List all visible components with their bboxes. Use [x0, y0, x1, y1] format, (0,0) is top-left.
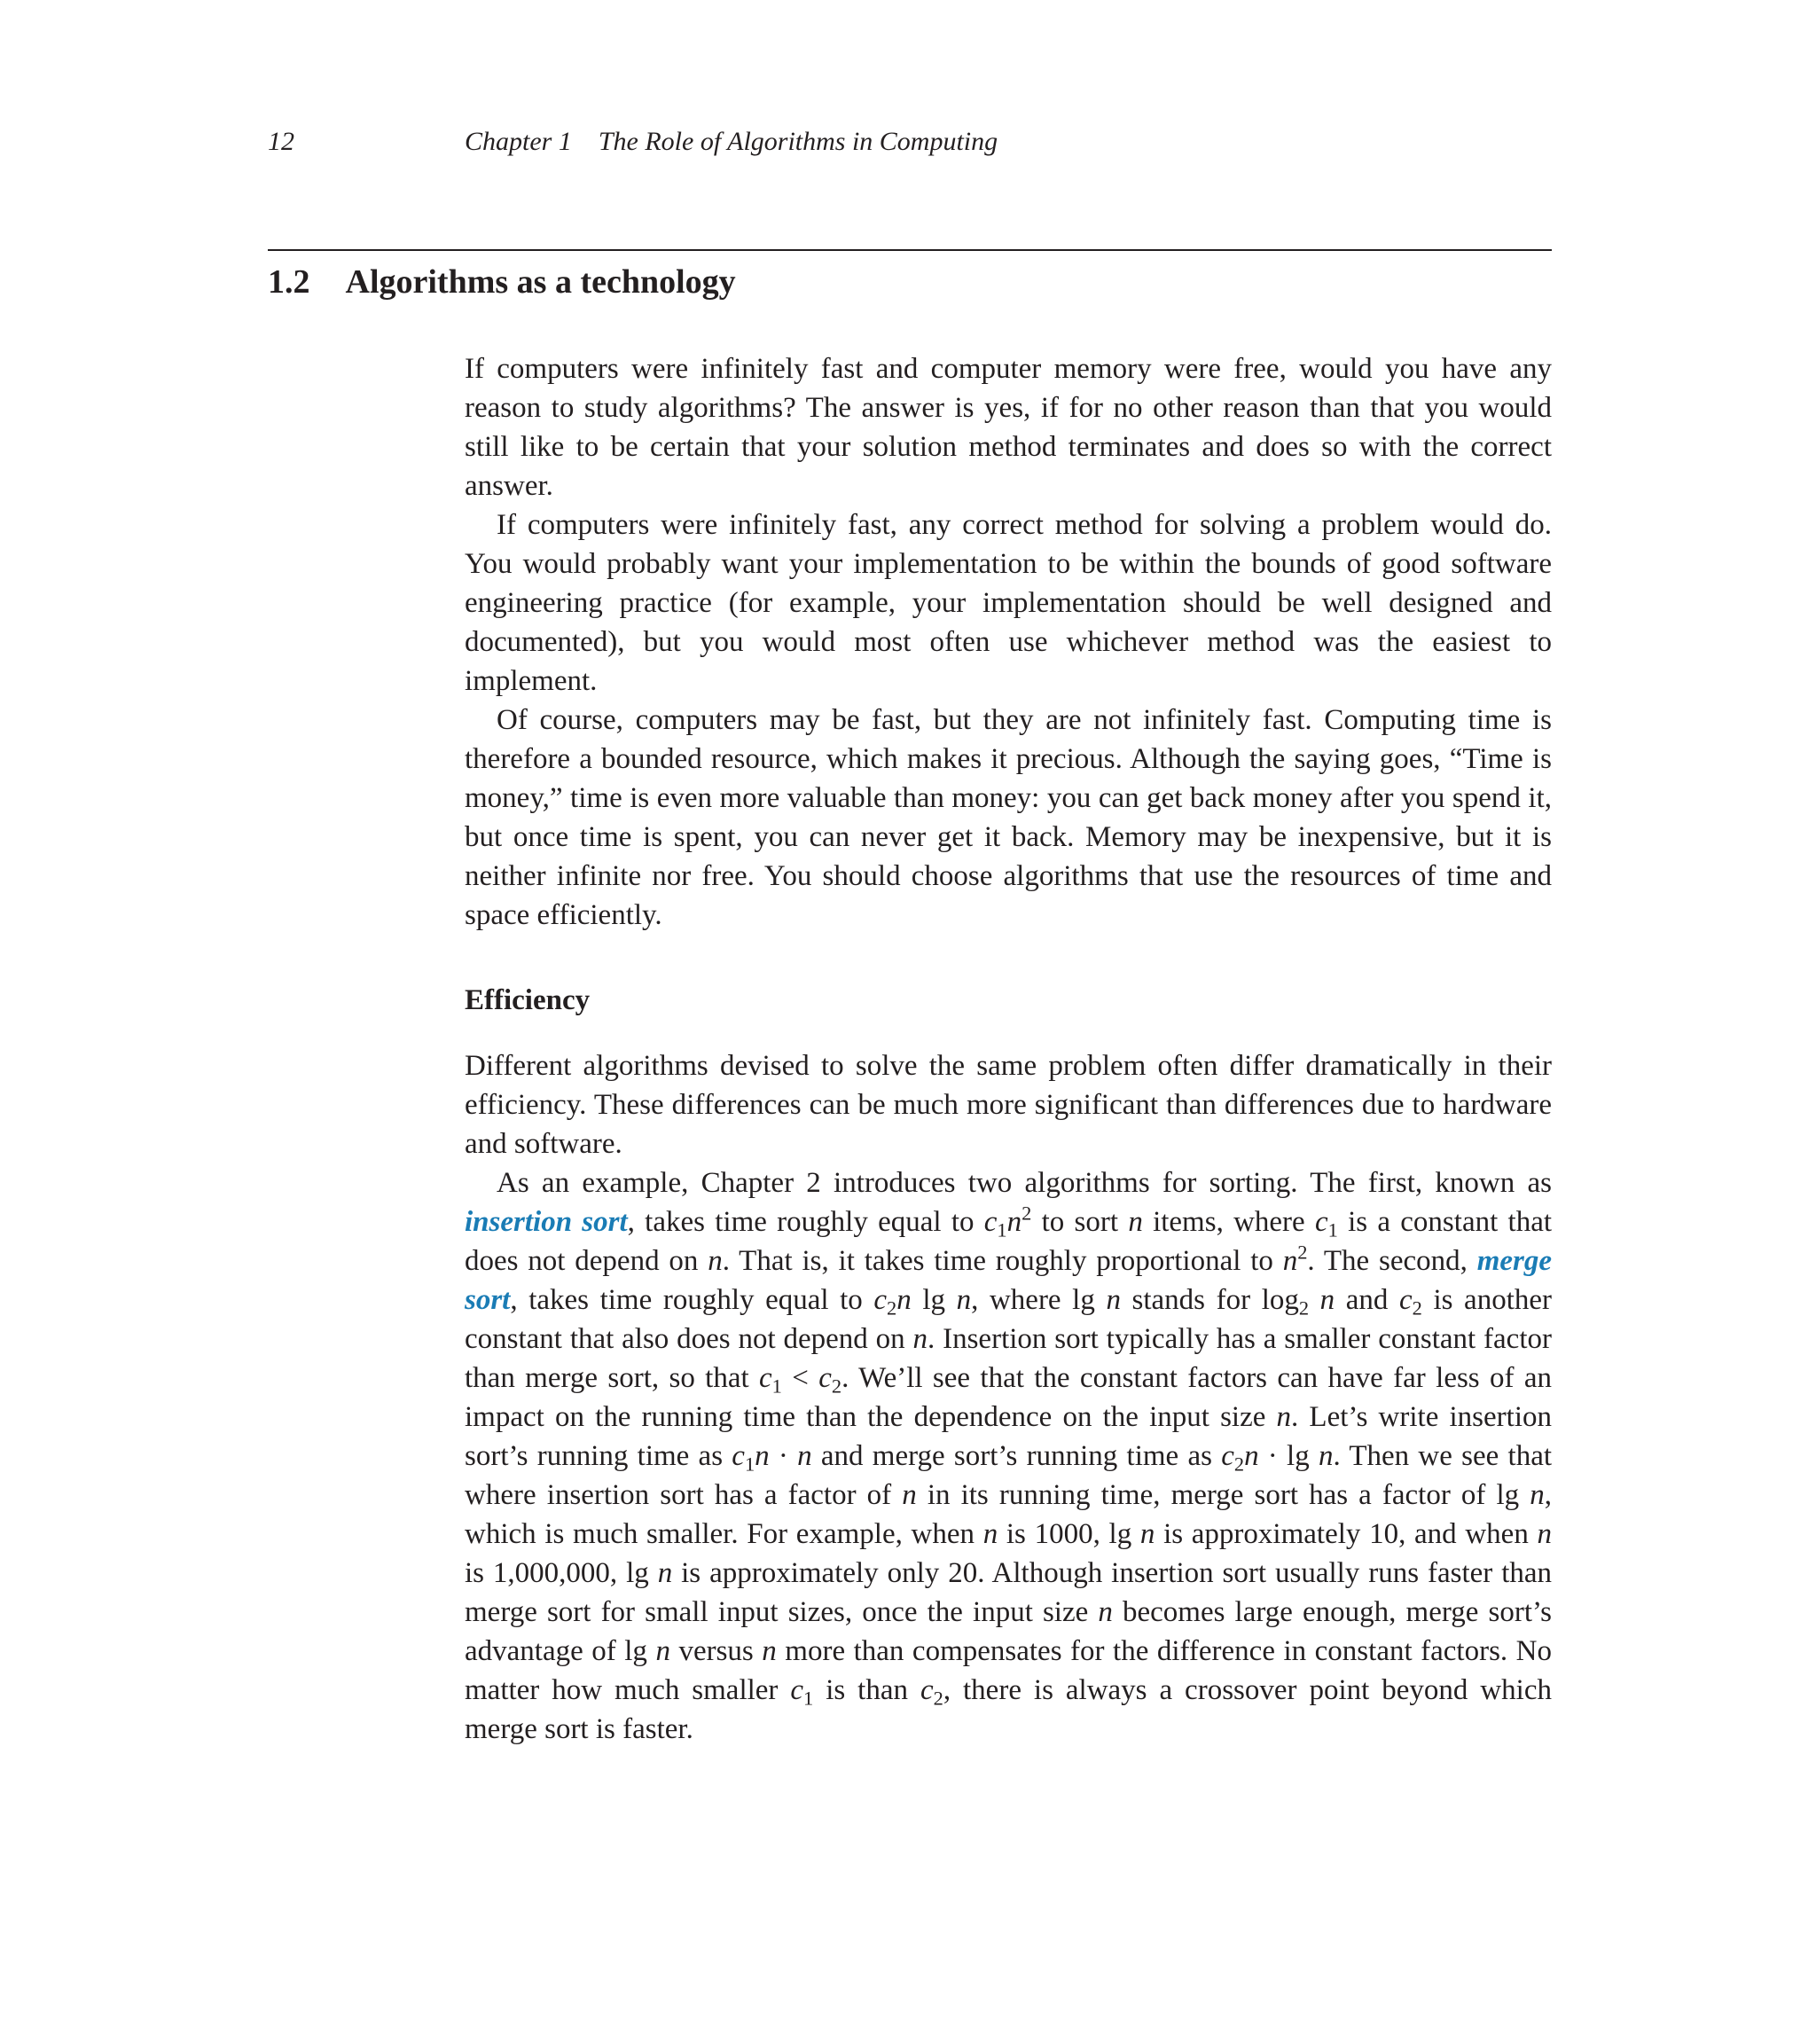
section-number: 1.2: [268, 263, 310, 301]
intro-text: [465, 349, 1552, 935]
term-merge-sort: merge sort: [465, 1245, 1553, 1316]
paragraph-3: Of course, computers may be fast, but they are not infinitely fast. Computing time is therefore a bounded resource, which makes it precious. Although the saying goes, “Time is money,” time is even more valuable than money: you can get back money after you spend it, but once time is spent, you can never get it back. Memory may be inexpensive, but it is neither infinite nor free. You should choose algorithms that use the resources of time and space efficiently.: [465, 704, 1552, 931]
term-insertion-sort: insertion sort: [465, 1206, 628, 1238]
subsection-title: Efficiency: [465, 984, 591, 1016]
page-number: 12: [268, 127, 294, 156]
efficiency-paragraph-1: Different algorithms devised to solve the same problem often differ dramatically in their efficiency. These differences can be much more significant than differences due to hardware and software.: [465, 1050, 1552, 1160]
paragraph-2: If computers were infinitely fast, any correct method for solving a problem would do. You would probably want your implementation to be within the bounds of good software engineering practice (for example, your implementation should be well designed and documented), but you would most often use whichever method was the easiest to implement.: [465, 509, 1552, 697]
section-title: Algorithms as a technology: [345, 263, 736, 301]
section-heading: [268, 257, 736, 307]
efficiency-paragraph-2: As an example, Chapter 2 introduces two algorithms for sorting. The first, known as insertion sort, takes time roughly equal to $c_1n^2$ to sort n items, where $c_1$ is a constant that does not depend on n. That is, it takes time roughly proportional to $n^2$. The second, merge sort, takes time roughly equal to $c_2n$ lg n, where lg n stands for $\log_2 n$ and $c_2$ is another constant that also does not depend on n. Insertion sort typically has a smaller constant factor than merge sort, so that $c_1 < c_2$. We’ll see that the constant factors can have far less of an impact on the running time than the dependence on the input size n. Let’s write insertion sort’s running time as $c_1n \cdot n$ and merge sort’s running time as $c_2n \cdot \lg n$. Then we see that where insertion sort has a factor of n in its running time, merge sort has a factor of lg n, which is much smaller. For example, when n is 1000, lg n is approximately 10, and when n is 1,000,000, lg n is approximately only 20. Although insertion sort usually runs faster than merge sort for small input sizes, once the input size n becomes large enough, merge sort’s advantage of lg n versus n more than compensates for the difference in constant factors. No matter how much smaller $c_1$ is than $c_2$, there is always a crossover point beyond which merge sort is faster.: [465, 1167, 1553, 1745]
chapter-title: The Role of Algorithms in Computing: [598, 127, 998, 156]
section-rule: [268, 249, 1552, 251]
efficiency-text: [465, 1046, 1552, 1749]
chapter-label: Chapter 1: [465, 127, 572, 156]
chapter-heading: [465, 124, 998, 160]
paragraph-1: If computers were infinitely fast and computer memory were free, would you have any reason to study algorithms? The answer is yes, if for no other reason than that you would still like to be certain that your solution method terminates and does so with the correct answer.: [465, 353, 1552, 502]
